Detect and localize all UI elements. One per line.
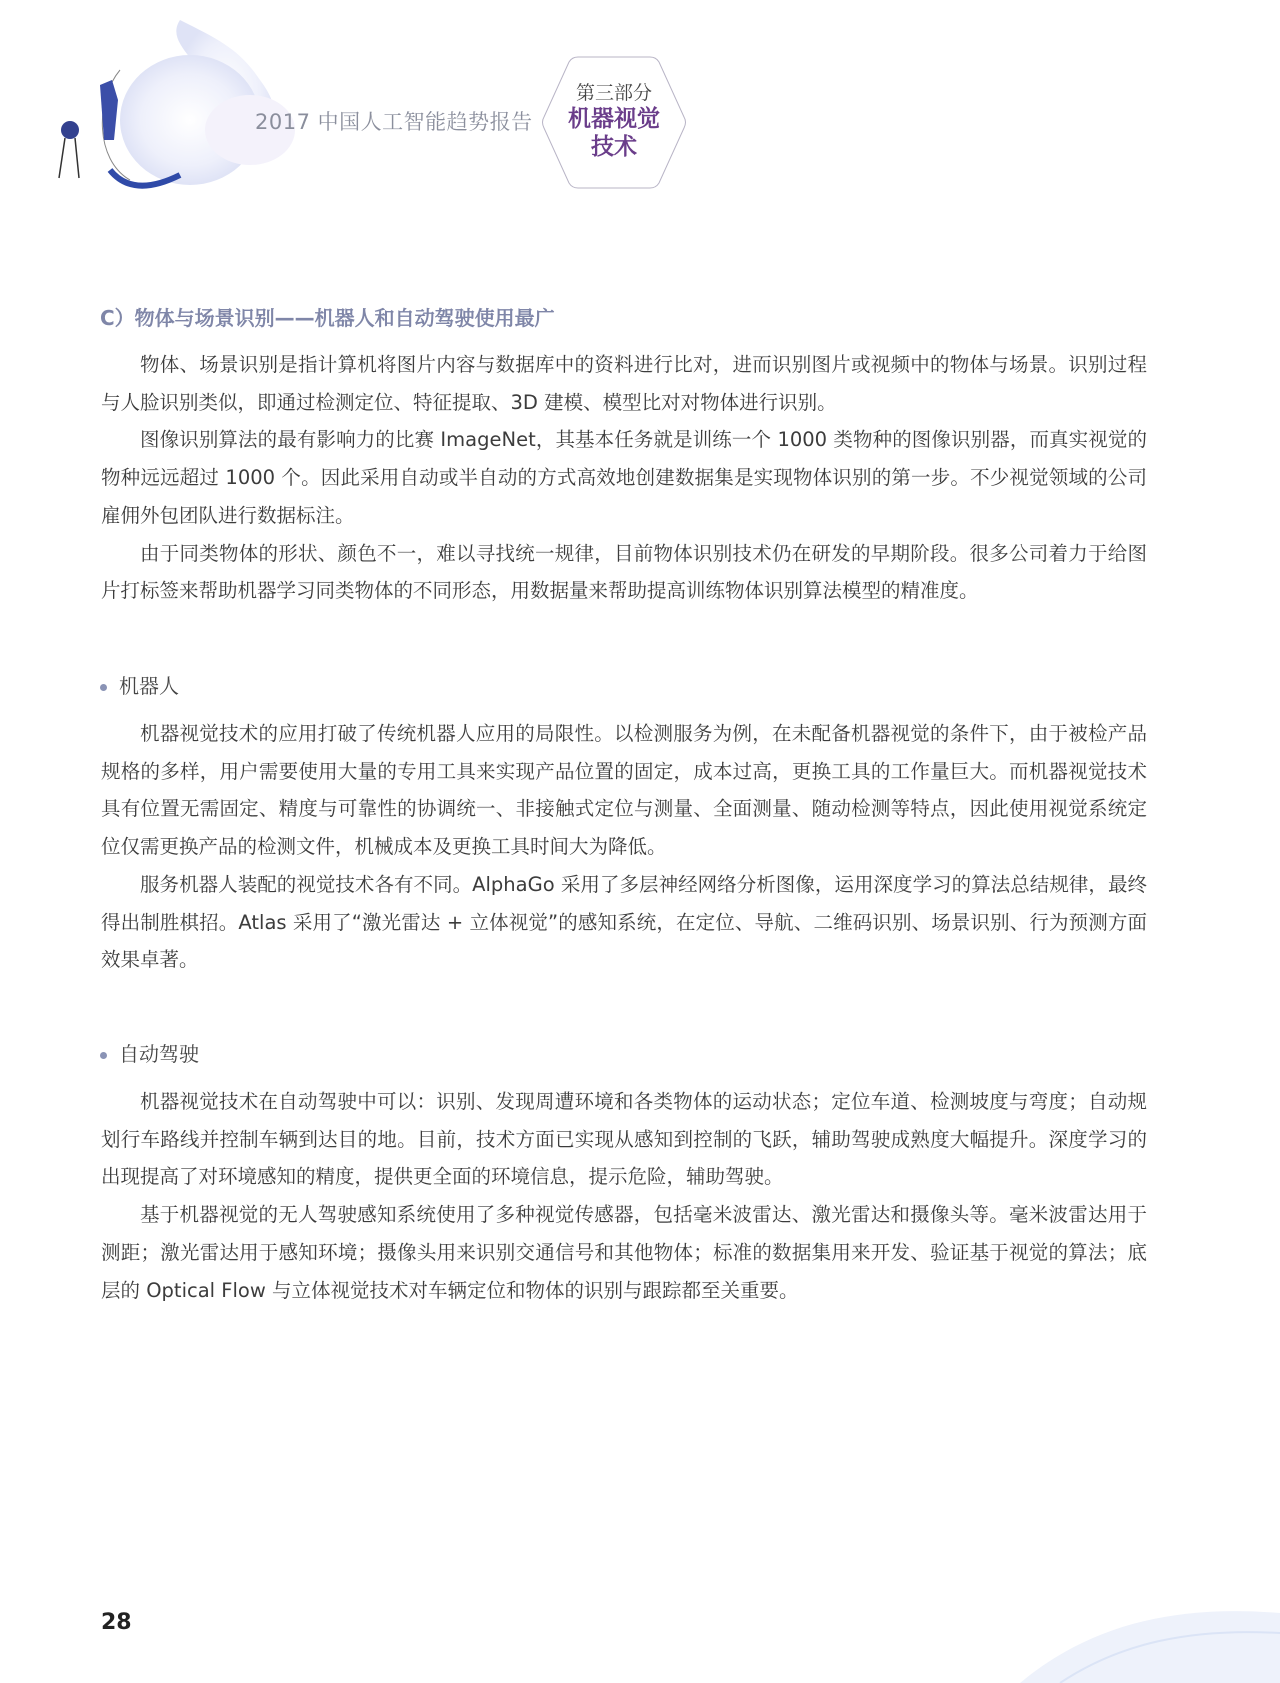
page-number: 28 bbox=[101, 1610, 132, 1635]
paragraph: 服务机器人装配的视觉技术各有不同。AlphaGo 采用了多层神经网络分析图像，运用深度学习的算法总结规律，最终得出制胜棋招。Atlas 采用了“激光雷达 + 立体视觉”的感知系统，在定位、导航、二维码识别、场景识别、行为预测方面效果卓著。 bbox=[101, 872, 1147, 972]
section-body bbox=[101, 346, 1147, 610]
paragraph: 物体、场景识别是指计算机将图片内容与数据库中的资料进行比对，进而识别图片或视频中的物体与场景。识别过程与人脸识别类似，即通过检测定位、特征提取、3D 建模、模型比对对物体进行识别。 bbox=[101, 353, 1147, 414]
paragraph: 机器视觉技术的应用打破了传统机器人应用的局限性。以检测服务为例，在未配备机器视觉的条件下，由于被检产品规格的多样，用户需要使用大量的专用工具来实现产品位置的固定，成本过高，更换工具的工作量巨大。而机器视觉技术具有位置无需固定、精度与可靠性的协调统一、非接触式定位与测量、全面测量、随动检测等特点，因此使用视觉系统定位仅需更换产品的检测文件，机械成本及更换工具时间大为降低。 bbox=[101, 722, 1147, 859]
paragraph: 基于机器视觉的无人驾驶感知系统使用了多种视觉传感器，包括毫米波雷达、激光雷达和摄像头等。毫米波雷达用于测距；激光雷达用于感知环境；摄像头用来识别交通信号和其他物体；标准的数据集用来开发、验证基于视觉的算法；底层的 Optical Flow 与立体视觉技术对车辆定位和物体的识别与跟踪都至关重要。 bbox=[101, 1203, 1147, 1302]
bullet-dot-icon bbox=[100, 1052, 107, 1059]
paragraph: 由于同类物体的形状、颜色不一，难以寻找统一规律，目前物体识别技术仍在研发的早期阶段。很多公司着力于给图片打标签来帮助机器学习同类物体的不同形态，用数据量来帮助提高训练物体识别算法模型的精准度。 bbox=[101, 541, 1147, 603]
part-title-line2: 技术 bbox=[591, 134, 637, 160]
part-label bbox=[540, 78, 688, 161]
report-title: 2017 中国人工智能趋势报告 bbox=[255, 110, 533, 134]
heading-text: 自动驾驶 bbox=[119, 1042, 199, 1066]
part-number: 第三部分 bbox=[575, 82, 652, 104]
driving-body bbox=[101, 1083, 1147, 1309]
paragraph: 机器视觉技术在自动驾驶中可以：识别、发现周遭环境和各类物体的运动状态；定位车道、检测坡度与弯度；自动规划行车路线并控制车辆到达目的地。目前，技术方面已实现从感知到控制的飞跃，辅助驾驶成熟度大幅提升。深度学习的出现提高了对环境感知的精度，提供更全面的环境信息，提示危险，辅助驾驶。 bbox=[101, 1090, 1147, 1189]
heading-text: 机器人 bbox=[119, 674, 179, 698]
paragraph: 图像识别算法的最有影响力的比赛 ImageNet，其基本任务就是训练一个 1000 类物种的图像识别器，而真实视觉的物种远远超过 1000 个。因此采用自动或半自动的方式高效地创建数据集是实现物体识别的第一步。不少视觉领域的公司雇佣外包团队进行数据标注。 bbox=[101, 428, 1147, 527]
footer-wave-decoration bbox=[1020, 1573, 1280, 1683]
bullet-dot-icon bbox=[100, 684, 107, 691]
part-title-line1: 机器视觉 bbox=[568, 106, 660, 132]
robot-body bbox=[101, 715, 1147, 979]
bullet-heading-robot bbox=[100, 670, 179, 699]
section-title: C）物体与场景识别——机器人和自动驾驶使用最广 bbox=[100, 306, 555, 330]
bullet-heading-driving bbox=[100, 1038, 199, 1067]
